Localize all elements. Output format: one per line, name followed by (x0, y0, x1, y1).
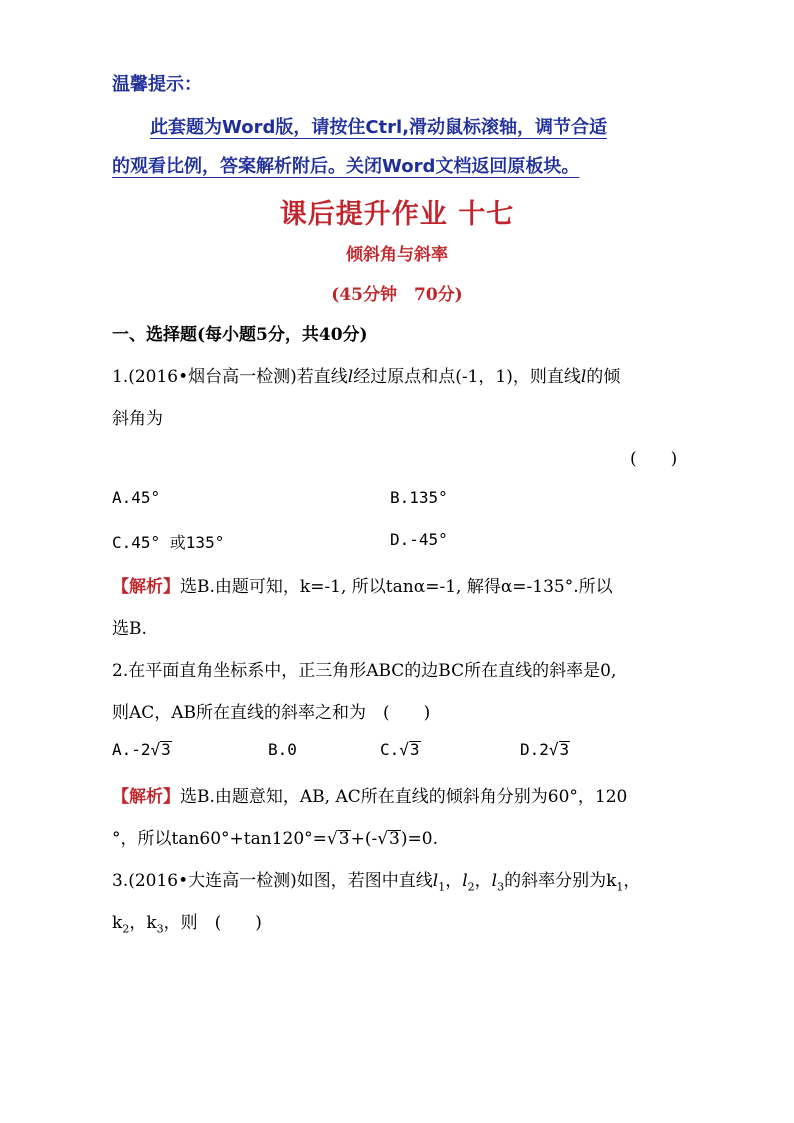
q3-stem-end: ，则 ( ) (163, 913, 262, 933)
q2-option-c-radicand: 3 (409, 740, 420, 759)
q2-option-d-label: D.2 (520, 740, 549, 759)
q2-analysis-tag: 【解析】 (112, 787, 180, 807)
q1-option-c: C.45° 或135° (112, 533, 225, 552)
q1-stem-a: 1.(2016•烟台高一检测)若直线 (112, 367, 348, 387)
q3-comma: ， (474, 871, 492, 891)
q2-analysis-radicand-2: 3 (389, 829, 400, 849)
q1-answer-paren: ( ) (630, 449, 678, 469)
sqrt-icon: √ (377, 829, 389, 849)
q1-option-b: B.135° (390, 488, 448, 507)
homework-time: (45分钟 70分) (331, 285, 463, 305)
q3-comma: ， (129, 913, 147, 933)
q2-option-a (112, 740, 172, 759)
tip-line-2: 的观看比例，答案解析附后。关闭Word文档返回原板块。 (112, 156, 580, 177)
q3-l2-sub: 2 (467, 880, 475, 894)
q1-option-a: A.45° (112, 488, 161, 507)
q2-analysis-2-post: )=0. (400, 829, 438, 849)
q1-l-var: l (347, 367, 354, 387)
q3-stem-a: 3.(2016•大连高一检测)如图，若图中直线 (112, 871, 433, 891)
q2-stem-line1: 2.在平面直角坐标系中，正三角形ABC的边BC所在直线的斜率是0, (112, 661, 617, 681)
q3-l3-var: l (491, 871, 498, 891)
q3-comma: ， (623, 871, 641, 891)
q3-stem-line1 (112, 866, 640, 893)
q2-analysis-line2 (112, 824, 438, 849)
homework-title: 课后提升作业 十七 (279, 199, 515, 230)
q2-analysis-radicand-1: 3 (338, 829, 350, 849)
q3-comma: ， (445, 871, 463, 891)
q3-k2-sub: 2 (122, 922, 130, 936)
section-heading: 一、选择题(每小题5分，共40分) (112, 325, 368, 345)
q1-stem-c: 的倾 (586, 367, 621, 387)
q1-stem-line2: 斜角为 (112, 409, 163, 429)
q2-analysis-2-mid: +(- (350, 829, 378, 849)
q2-analysis-2-pre: °，所以tan60°+tan120°= (112, 829, 327, 849)
q2-analysis-line1 (112, 782, 627, 807)
q2-option-c (380, 740, 421, 759)
q2-option-c-label: C. (380, 740, 400, 759)
q1-stem-b: 经过原点和点(-1，1)，则直线 (353, 367, 581, 387)
q2-option-a-label: A.-2 (112, 740, 151, 759)
tip-title: 温馨提示： (112, 74, 202, 95)
q3-k3-var: k (146, 913, 157, 933)
q3-k2-var: k (112, 913, 123, 933)
q1-stem-line1 (112, 362, 620, 387)
q3-stem-line2 (112, 908, 262, 935)
homework-subtitle: 倾斜角与斜率 (346, 245, 448, 265)
q2-stem-line2: 则AC，AB所在直线的斜率之和为 ( ) (112, 703, 431, 723)
sqrt-icon: √ (326, 829, 338, 849)
q2-option-a-radicand: 3 (161, 740, 171, 759)
q3-l2-var: l (462, 871, 468, 891)
q2-analysis-text: 选B.由题意知，AB, AC所在直线的倾斜角分别为60°，120 (180, 787, 628, 807)
q3-k1-sub: 1 (616, 880, 624, 894)
sqrt-icon: √ (150, 740, 161, 759)
q2-option-d (520, 740, 570, 759)
q1-l-var-2: l (580, 367, 587, 387)
tip-line-1: 此套题为Word版，请按住Ctrl,滑动鼠标滚轴，调节合适 (150, 117, 608, 138)
q3-l1-sub: 1 (438, 880, 446, 894)
sqrt-icon: √ (548, 740, 559, 759)
q1-option-d: D.-45° (390, 530, 448, 549)
q3-l3-sub: 3 (497, 880, 505, 894)
q3-k3-sub: 3 (156, 922, 164, 936)
q3-l1-var: l (432, 871, 439, 891)
q2-option-d-radicand: 3 (559, 740, 570, 759)
q1-analysis-tag: 【解析】 (112, 577, 180, 597)
q1-analysis-line2: 选B. (112, 619, 147, 639)
q2-option-b: B.0 (268, 740, 297, 759)
q3-stem-b: 的斜率分别为k (504, 871, 617, 891)
sqrt-icon: √ (399, 740, 409, 759)
q1-analysis-text: 选B.由题可知，k=-1, 所以tanα=-1, 解得α=-135°.所以 (180, 577, 613, 597)
q1-analysis-line1 (112, 572, 613, 597)
